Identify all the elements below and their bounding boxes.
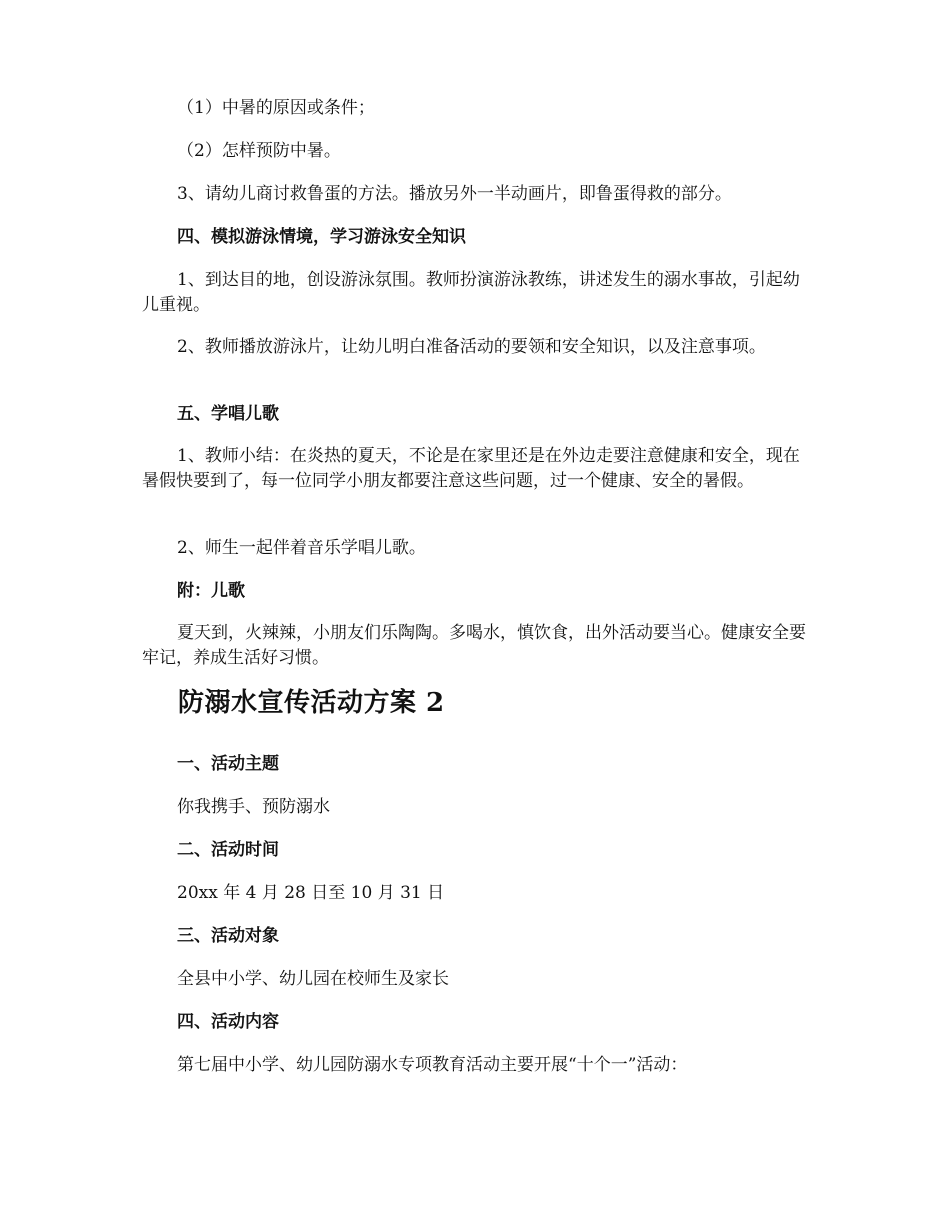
paragraph-swim-atmosphere: 1、到达目的地，创设游泳氛围。教师扮演游泳教练，讲述发生的溺水事故，引起幼儿重视。 — [142, 270, 800, 315]
paragraph-teacher-summary: 1、教师小结：在炎热的夏天，不论是在家里还是在外边走要注意健康和安全，现在暑假快要到了，每一位同学小朋友都要注意这些问题，过一个健康、安全的暑假。 — [142, 446, 800, 491]
paragraph-rescue-method: 3、请幼儿商讨救鲁蛋的方法。播放另外一半动画片，即鲁蛋得救的部分。 — [177, 184, 732, 204]
heading-learn-song: 五、学唱儿歌 — [177, 404, 279, 424]
heading-activity-target: 三、活动对象 — [177, 926, 279, 946]
paragraph-heatstroke-cause: （1）中暑的原因或条件； — [177, 98, 375, 118]
paragraph-activity-theme: 你我携手、预防溺水 — [177, 797, 330, 817]
paragraph-sing-together: 2、师生一起伴着音乐学唱儿歌。 — [177, 538, 426, 558]
heading-activity-time: 二、活动时间 — [177, 840, 279, 860]
heading-appendix-song: 附：儿歌 — [177, 581, 245, 601]
paragraph-heatstroke-prevent: （2）怎样预防中暑。 — [177, 141, 341, 161]
paragraph-activity-content: 第七届中小学、幼儿园防溺水专项教育活动主要开展“十个一”活动： — [177, 1055, 688, 1075]
paragraph-swim-film: 2、教师播放游泳片，让幼儿明白准备活动的要领和安全知识，以及注意事项。 — [177, 337, 766, 357]
paragraph-activity-time: 20xx 年 4 月 28 日至 10 月 31 日 — [177, 883, 445, 903]
section-title: 防溺水宣传活动方案 2 — [178, 688, 445, 718]
heading-swim-simulation: 四、模拟游泳情境，学习游泳安全知识 — [177, 227, 466, 247]
paragraph-song-lyrics: 夏天到，火辣辣，小朋友们乐陶陶。多喝水，慎饮食，出外活动要当心。健康安全要牢记，养成生活好习惯。 — [142, 623, 806, 668]
heading-activity-content: 四、活动内容 — [177, 1012, 279, 1032]
heading-activity-theme: 一、活动主题 — [177, 754, 279, 774]
paragraph-activity-target: 全县中小学、幼儿园在校师生及家长 — [177, 969, 449, 989]
